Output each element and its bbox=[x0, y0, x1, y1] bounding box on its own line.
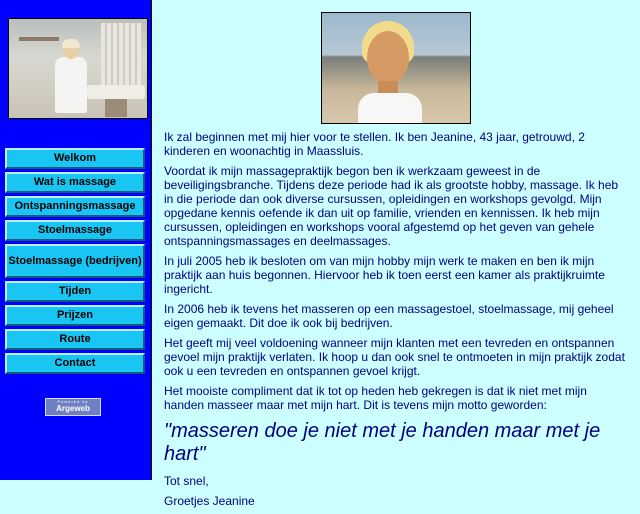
main-content bbox=[164, 130, 630, 514]
nav-stoelmassage-button[interactable]: Stoelmassage bbox=[5, 220, 145, 241]
sidebar-divider bbox=[150, 0, 152, 480]
chair-massage-paragraph: In 2006 heb ik tevens het masseren op een massagestoel, stoelmassage, mij geheel eigen gemaakt. Dit doe ik ook bij bedrijven. bbox=[164, 302, 614, 330]
main-navigation bbox=[5, 148, 145, 377]
nav-contact-button[interactable]: Contact bbox=[5, 353, 145, 374]
signature-text: Groetjes Jeanine bbox=[164, 494, 255, 508]
background-paragraph: Voordat ik mijn massagepraktijk begon ben ik werkzaam geweest in de beveiligingsbranche. Tijdens deze periode had ik als grootste hobby, massage. Ik heb in die periode dan ook diverse cursussen, opleidingen en workshops gevolgd. Mijn opgedane kennis oefende ik dan uit op familie, vrienden en kennissen. Ik heb mijn cursussen, opleidingen en workshops vooral afgestemd op het geven van gehele ontspanningsmassages en deelmassages. bbox=[164, 164, 619, 248]
motto-quote: "masseren doe je niet met je handen maar met je hart" bbox=[164, 420, 601, 465]
argeweb-brand: Argeweb bbox=[56, 404, 90, 413]
satisfaction-paragraph: Het geeft mij veel voldoening wanneer mijn klanten met een tevreden en ontspannen gevoel mijn praktijk verlaten. Ik hoop u dan ook snel te ontmoeten in mijn praktijk zodat ook u een tevreden en ontspannen gevoel krijgt. bbox=[164, 336, 625, 378]
start-practice-paragraph: In juli 2005 heb ik besloten om van mijn hobby mijn werk te maken en ben ik mijn praktijk aan huis begonnen. Hiervoor heb ik toen eerst een kamer als praktijkruimte ingericht. bbox=[164, 254, 605, 296]
intro-paragraph: Ik zal beginnen met mij hier voor te stellen. Ik ben Jeanine, 43 jaar, getrouwd, 2 kinderen en woonachtig in Maassluis. bbox=[164, 130, 585, 158]
nav-stoelmassage-bedrijven-button[interactable]: Stoelmassage (bedrijven) bbox=[5, 244, 145, 278]
closing-text: Tot snel, bbox=[164, 474, 209, 488]
massage-room-photo bbox=[8, 18, 148, 119]
powered-by-argeweb-badge[interactable] bbox=[45, 398, 101, 416]
nav-route-button[interactable]: Route bbox=[5, 329, 145, 350]
nav-tijden-button[interactable]: Tijden bbox=[5, 281, 145, 302]
jeanine-portrait-photo bbox=[321, 12, 471, 124]
powered-by-label: Powered by bbox=[57, 399, 89, 404]
nav-wat-is-massage-button[interactable]: Wat is massage bbox=[5, 172, 145, 193]
nav-ontspanningsmassage-button[interactable]: Ontspanningsmassage bbox=[5, 196, 145, 217]
nav-welkom-button[interactable]: Welkom bbox=[5, 148, 145, 169]
compliment-paragraph: Het mooiste compliment dat ik tot op heden heb gekregen is dat ik niet met mijn handen masseer maar met mijn hart. Dit is tevens mijn motto geworden: bbox=[164, 384, 587, 412]
nav-prijzen-button[interactable]: Prijzen bbox=[5, 305, 145, 326]
